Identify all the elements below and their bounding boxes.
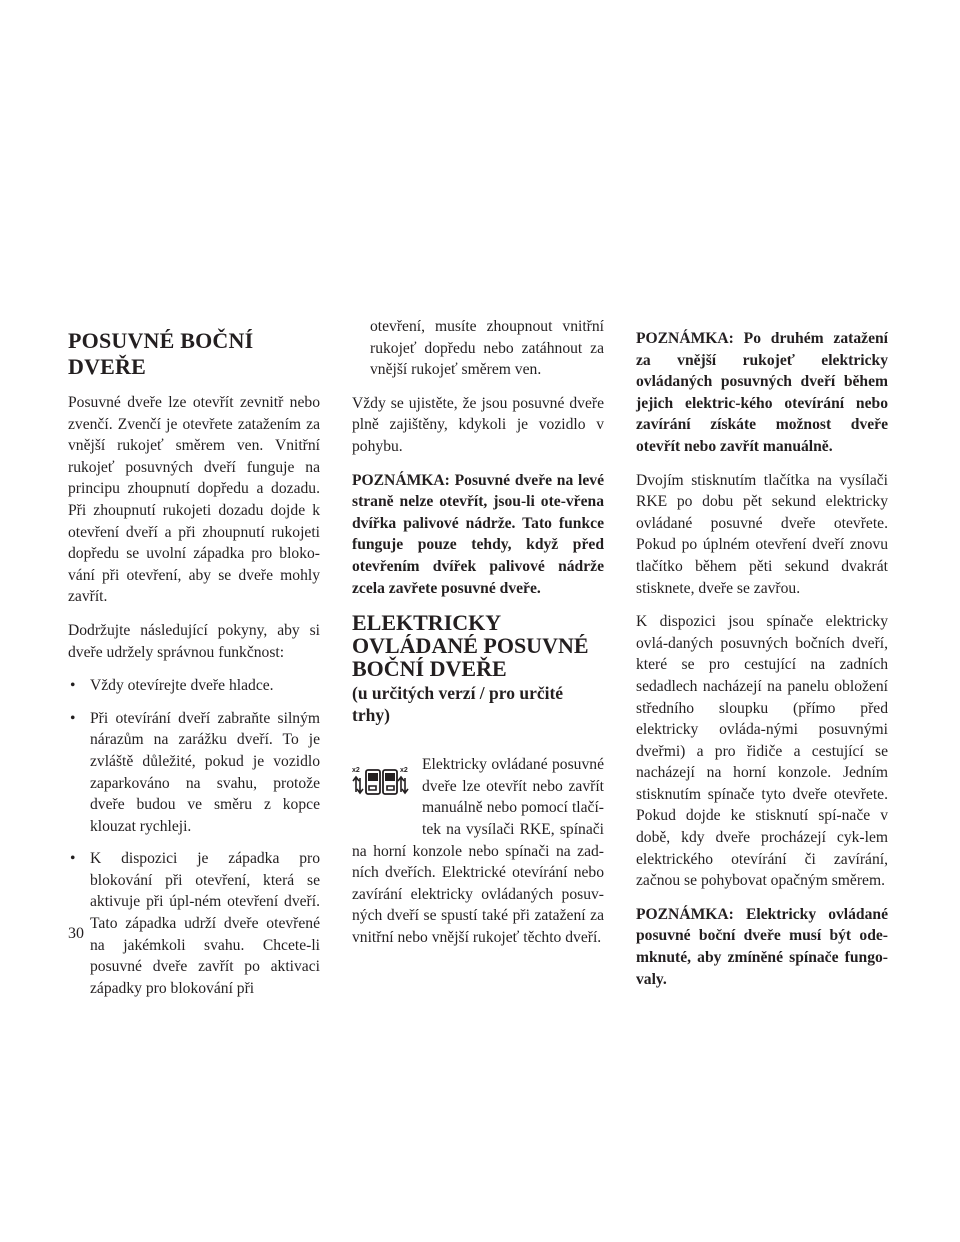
section-subheading: (u určitých verzí / pro určité trhy) xyxy=(352,683,564,726)
column-right xyxy=(636,328,888,1002)
list-item: • K dispozici je západka pro blokování při otevření, která se aktivuje při úpl-ném otevření dveří. Tato západka udrží dveře otevřené na jakémkoli svahu. Chcete-li posuvné dveře zavřít po aktivaci západky pro blokování při xyxy=(68,848,320,999)
power-sliding-door-icon xyxy=(352,764,416,822)
icon-label-left: x2 xyxy=(352,767,360,775)
paragraph: Vždy se ujistěte, že jsou posuvné dveře plně zajištěny, kdykoli je vozidlo v pohybu. xyxy=(352,394,604,455)
paragraph: Posuvné dveře lze otevřít zevnitř nebo zvenčí. Zvenčí je otevřete zatažením za vnější rukojeť směrem ven. Vnitřní rukojeť posuvných dveří funguje na principu zhoupnutí dopředu a dozadu. Při zhoupnutí rukojeti dozadu dojde k otevření dveří a při zhoupnutí rukojeti dopředu se uvolní západka pro bloko-vání při otevření, aby se dveře mohly zavřít. xyxy=(68,394,320,606)
column-middle xyxy=(352,316,604,960)
list-item-continued: otevření, musíte zhoupnout vnitřní rukojeť dopředu nebo zatáhnout za vnější rukojeť směrem ven. xyxy=(370,318,604,379)
list-item: • Při otevírání dveří zabraňte silným nárazům na zarážku dveří. To je zvláště důležité, pokud je vozidlo zaparkováno na svahu, protože dveře budou ve směru z kopce klouzat rychleji. xyxy=(68,708,320,838)
paragraph: Dodržujte následující pokyny, aby si dveře udržely správnou funkčnost: xyxy=(68,621,320,661)
column-left xyxy=(68,328,320,1011)
note-fuel-door: POZNÁMKA: Posuvné dveře na levé straně nelze otevřít, jsou-li ote-vřena dvířka palivové nádrže. Tato funkce funguje pouze tehdy, když před otevřením dvířek palivové nádrže zcela zavřete posuvné dveře. xyxy=(352,471,604,597)
note-manual-operation: POZNÁMKA: Po druhém zatažení za vnější rukojeť elektricky ovládaných posuvných dveří během jejich elektric-kého otevírání nebo zavírání získáte možnost dveře otevřít nebo zavřít manuálně. xyxy=(636,330,888,455)
paragraph: K dispozici jsou spínače elektricky ovlá-daných posuvných bočních dveří, které se pro cestující na zadních sedadlech nacházejí na panelu obložení středního sloupku (přímo před elektricky ovláda-nými posuvnými dveřmi) a pro řidiče a cestující se nacházejí na horní konzole. Jedním stisknutím spínače tyto dveře otevřete. Pokud dojde ke stisknutí spí-nače v době, kdy dveře procházejí cyk-lem elektrického otevírání či zavírání, začnou se pohybovat opačným směrem. xyxy=(636,613,888,890)
note-unlocked: POZNÁMKA: Elektricky ovládané posuvné boční dveře musí být ode-mknuté, aby zmíněné spínače fungo-valy. xyxy=(636,905,888,988)
instructions-list xyxy=(68,675,320,999)
paragraph: Dvojím stisknutím tlačítka na vysílači RKE po dobu pět sekund elektricky ovládané posuvné dveře otevřete. Pokud po úplném otevření dveří znovu tlačítko během pěti sekund dvakrát stisknete, dveře se zavřou. xyxy=(636,471,888,597)
paragraph: Elektricky ovládané posuvné dveře lze otevřít nebo zavřít manuálně nebo pomocí tlačí-tek na vysílači RKE, spínači na horní konzole nebo spínači na zad-ních dveřích. Elektrické otevírání nebo zavírání elektricky ovládaných posuv-ných dveří se spustí také při zatažení za vnitřní nebo vnější rukojeť těchto dveří. xyxy=(352,756,604,946)
power-sliding-door-icon-graphic xyxy=(352,764,410,798)
section-heading-sliding-doors: POSUVNÉ BOČNÍ DVEŘE xyxy=(68,328,254,379)
page-number: 30 xyxy=(68,925,84,942)
icon-label-right: x2 xyxy=(400,767,408,775)
section-heading-power-doors: ELEKTRICKY OVLÁDANÉ POSUVNÉ BOČNÍ DVEŘE xyxy=(352,610,589,682)
list-item: • Vždy otevírejte dveře hladce. xyxy=(68,675,320,697)
